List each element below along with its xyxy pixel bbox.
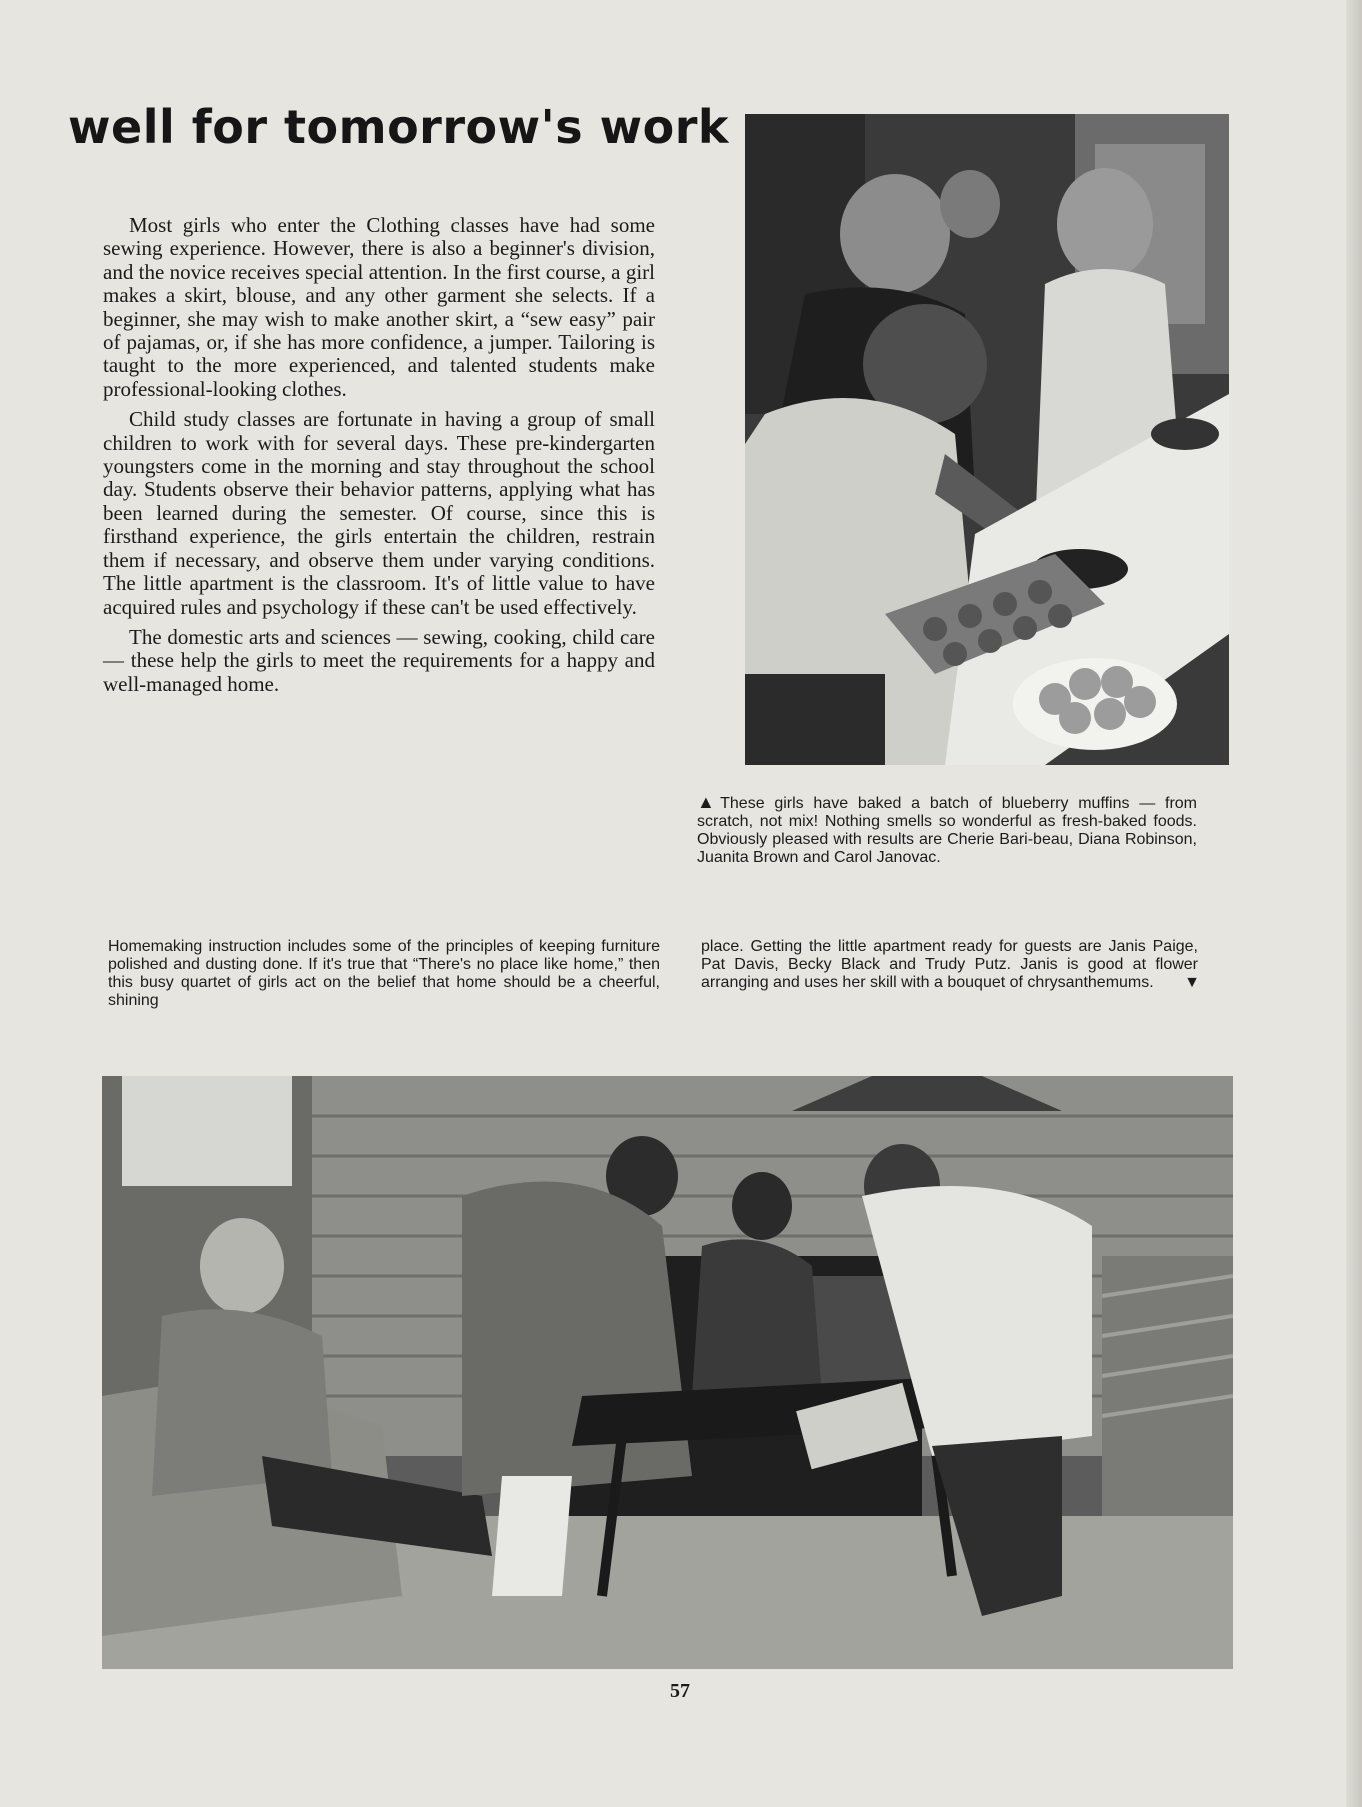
caption-muffins-text: These girls have baked a batch of blueberry muffins — from scratch, not mix! Nothing smells so wonderful as fresh-baked foods. Obviously pleased with results are Cherie Bari-beau, Diana Robinson, Juanita Brown and Carol Janovac. bbox=[697, 795, 1197, 866]
body-paragraph: Child study classes are fortunate in having a group of small children to work with for several days. These pre-kindergarten youngsters come in the morning and stay throughout the school day. Students observe their behavior patterns, applying what has been learned during the semester. Of course, since this is firsthand experience, the girls entertain the children, restrain them if necessary, and observe them under varying conditions. The little apartment is the classroom. It's of little value to have acquired rules and psychology if these can't be used effectively. bbox=[103, 407, 655, 619]
body-paragraph: The domestic arts and sciences — sewing, cooking, child care — these help the girls to meet the requirements for a happy and well-managed home. bbox=[103, 624, 655, 696]
photo-apartment-cleaning bbox=[102, 1076, 1233, 1669]
down-triangle-icon: ▼ bbox=[1184, 974, 1200, 991]
page-headline: well for tomorrow's work bbox=[68, 100, 730, 154]
page-number: 57 bbox=[670, 1680, 690, 1702]
caption-homemaking-left: Homemaking instruction includes some of the principles of keeping furniture polished and dusting done. If it's true that “There's no place like home,” then this busy quartet of girls act on the belief that home should be a cheerful, shining bbox=[108, 938, 660, 1009]
up-triangle-icon: ▲ bbox=[697, 792, 721, 812]
caption-homemaking-right-text: place. Getting the little apartment ready for guests are Janis Paige, Pat Davis, Becky Black and Trudy Putz. Janis is good at flower arranging and uses her skill with a bouquet of chrysanthemums. bbox=[701, 938, 1198, 991]
photo-baking-muffins-image bbox=[745, 114, 1229, 765]
caption-muffins bbox=[697, 793, 1197, 867]
body-paragraph: Most girls who enter the Clothing classes have had some sewing experience. However, there is also a beginner's division, and the novice receives special attention. In the first course, a girl makes a skirt, blouse, and any other garment she selects. If a beginner, she may wish to make another skirt, a “sew easy” pair of pajamas, or, if she has more confidence, a jumper. Tailoring is taught to the more experienced, and talented students make professional-looking clothes. bbox=[103, 213, 655, 401]
photo-apartment-cleaning-image bbox=[102, 1076, 1233, 1669]
body-text bbox=[103, 214, 655, 703]
caption-homemaking-right bbox=[701, 938, 1198, 992]
photo-baking-muffins bbox=[745, 114, 1229, 765]
page-edge bbox=[1346, 0, 1362, 1807]
